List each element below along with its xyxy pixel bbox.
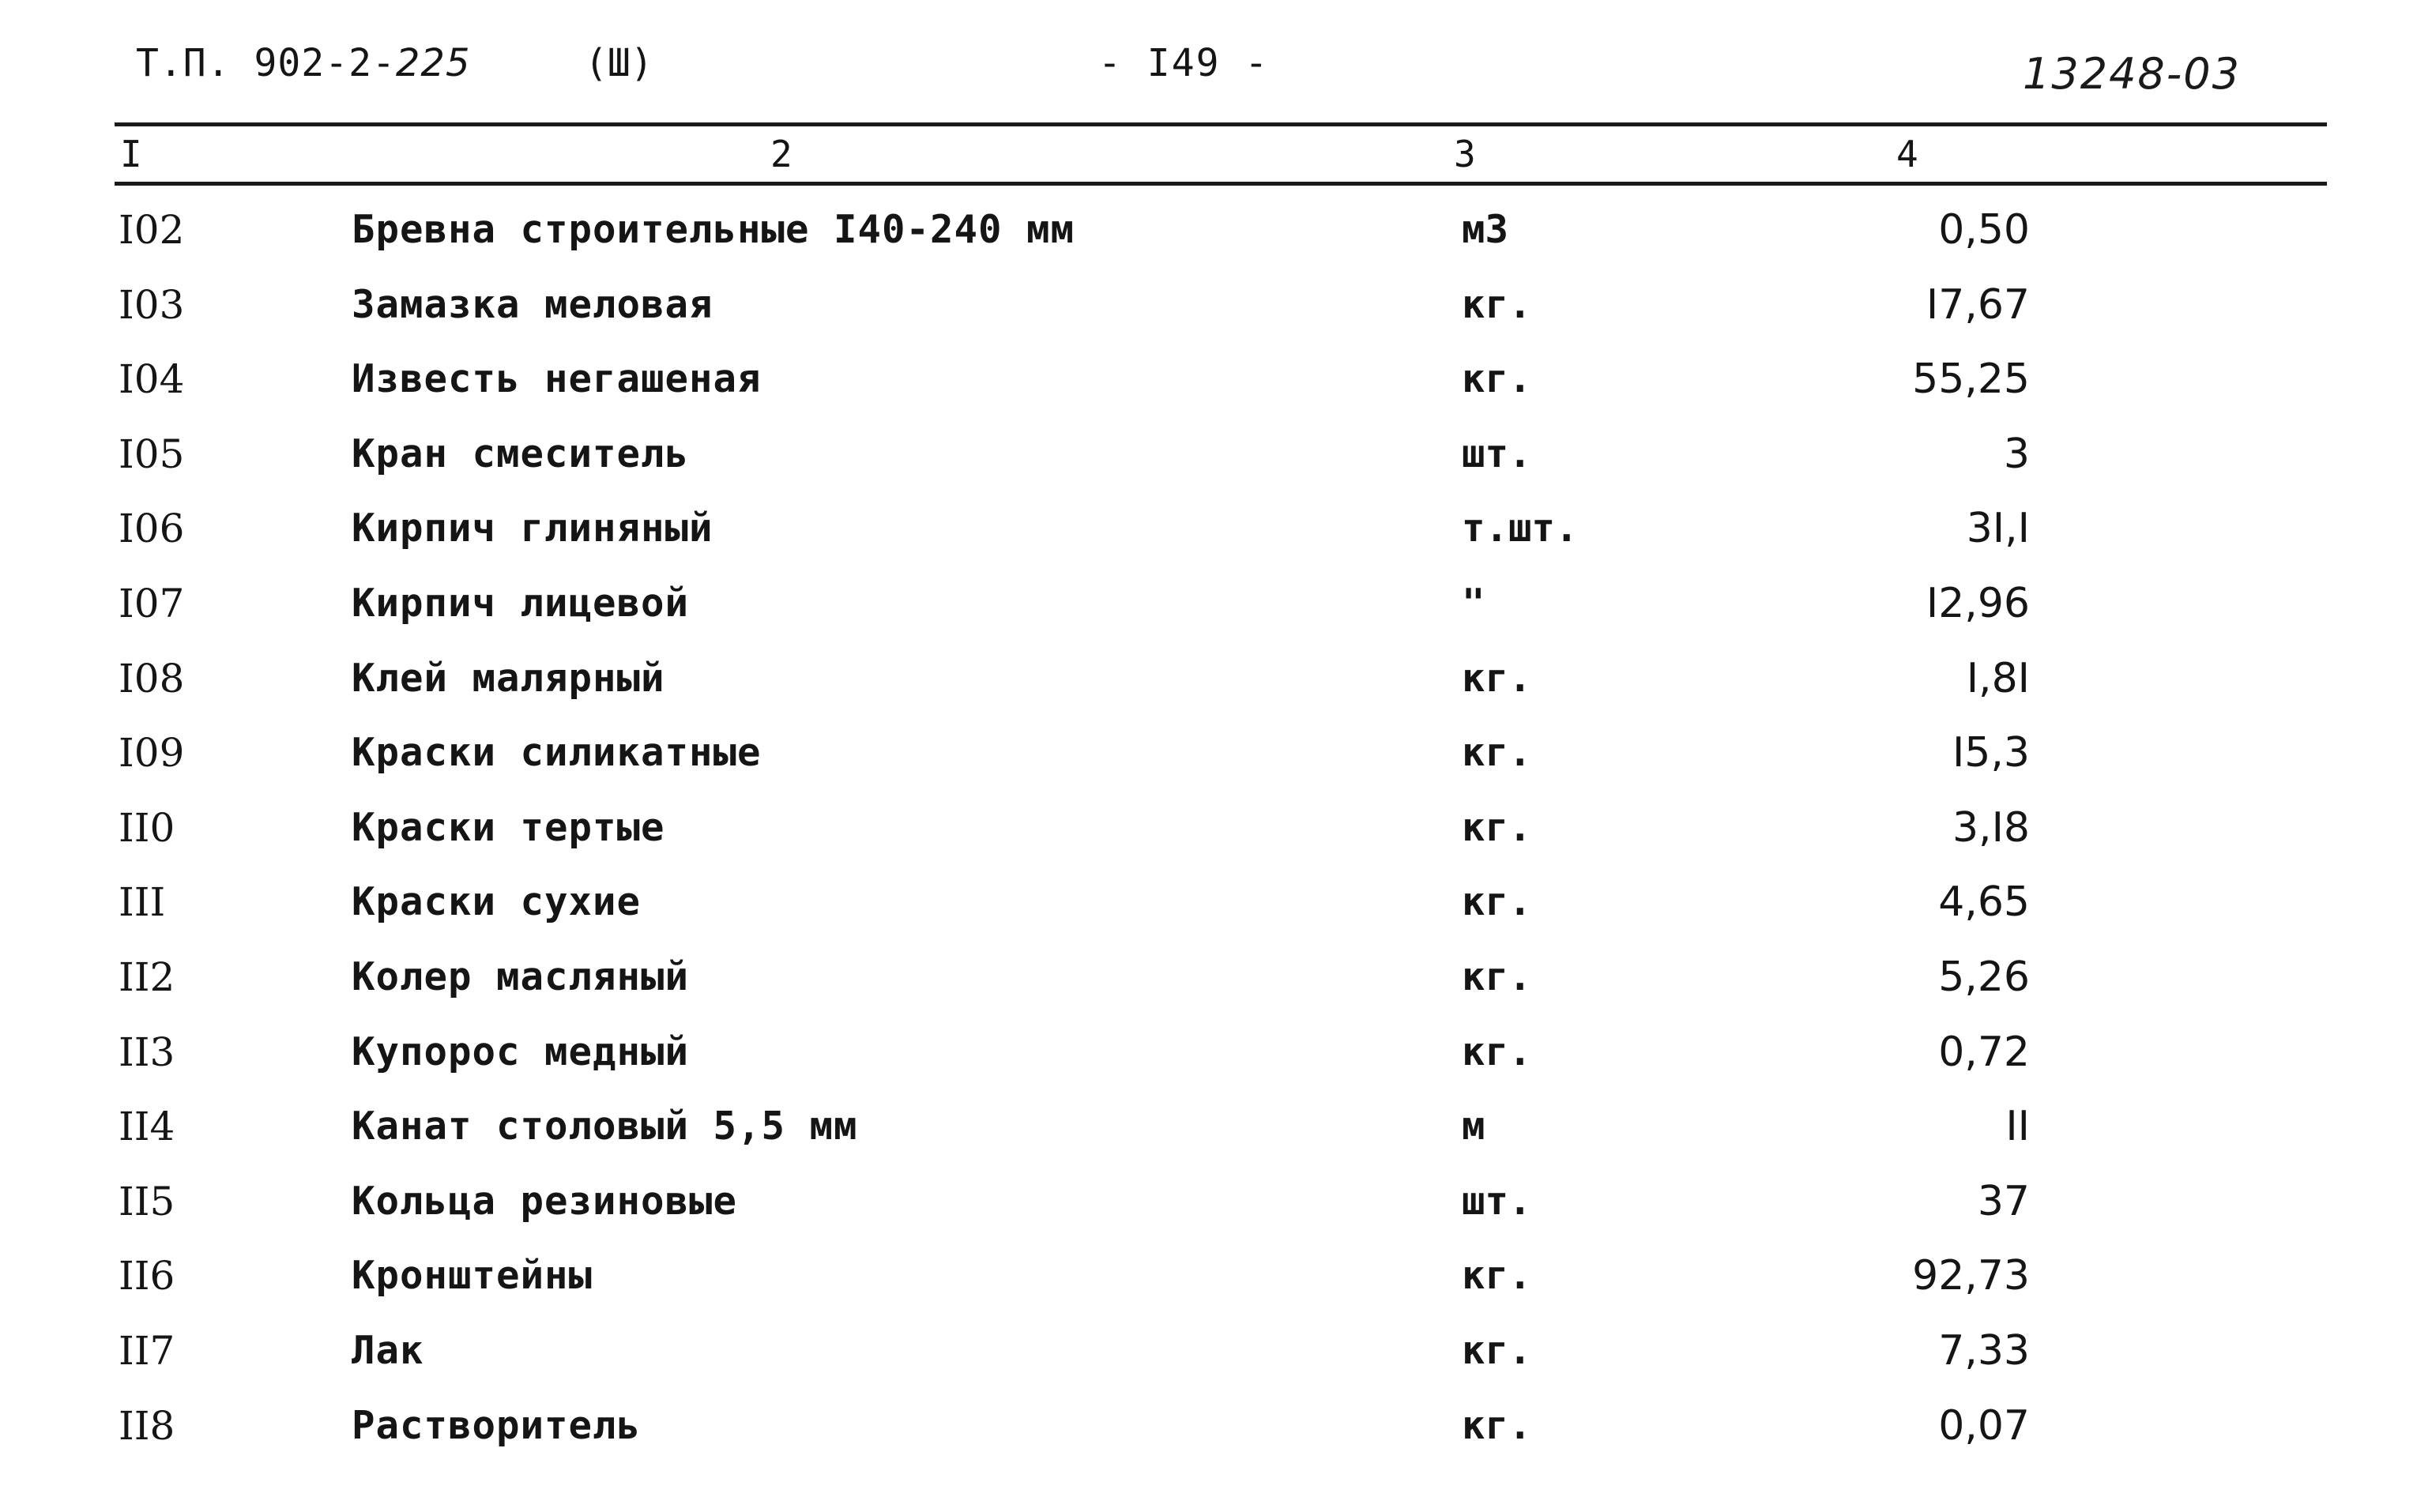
material-name: Известь негашеная [352, 356, 762, 402]
unit-of-measure: шт. [1462, 431, 1532, 476]
unit-of-measure: кг. [1462, 804, 1532, 850]
row-number: II2 [119, 953, 175, 1000]
unit-of-measure: кг. [1462, 730, 1532, 776]
material-name: Замазка меловая [352, 281, 713, 327]
materials-table [0, 202, 2417, 1473]
quantity: 0,07 [1938, 1401, 2030, 1450]
table-row [0, 277, 2417, 352]
table-header-rule [115, 182, 2327, 186]
row-number: II6 [119, 1253, 175, 1299]
column-header-2: 2 [770, 133, 792, 175]
table-row [0, 1248, 2417, 1323]
unit-of-measure: кг. [1462, 1327, 1532, 1373]
unit-of-measure: кг. [1462, 1253, 1532, 1299]
material-name: Растворитель [352, 1402, 642, 1448]
unit-of-measure: м [1462, 1104, 1485, 1149]
material-name: Лак [352, 1327, 424, 1373]
quantity: 37 [1977, 1177, 2030, 1225]
quantity: II [2005, 1103, 2030, 1151]
table-row [0, 1025, 2417, 1100]
quantity: 0,50 [1938, 206, 2030, 254]
table-row [0, 950, 2417, 1025]
quantity: 4,65 [1938, 878, 2030, 927]
table-row [0, 800, 2417, 875]
series-label: (Ш) [585, 41, 653, 85]
page-number: - I49 - [1098, 41, 1270, 85]
row-number: II4 [119, 1104, 175, 1150]
row-number: I08 [119, 655, 185, 701]
quantity: 3,I8 [1952, 803, 2030, 852]
table-row [0, 576, 2417, 651]
unit-of-measure: кг. [1462, 655, 1532, 701]
material-name: Купорос медный [352, 1029, 690, 1074]
row-number: I07 [119, 580, 185, 626]
material-name: Канат столовый 5,5 мм [352, 1104, 858, 1149]
row-number: I04 [119, 356, 185, 403]
row-number: II0 [119, 804, 175, 851]
unit-of-measure: кг. [1462, 879, 1532, 925]
table-row [0, 874, 2417, 950]
material-name: Кирпич лицевой [352, 580, 690, 626]
table-row [0, 501, 2417, 576]
row-number: I06 [119, 506, 185, 552]
row-number: II5 [119, 1178, 175, 1224]
material-name: Клей малярный [352, 655, 665, 701]
table-row [0, 202, 2417, 277]
table-row [0, 1174, 2417, 1249]
project-code [136, 41, 471, 85]
table-row [0, 427, 2417, 502]
unit-of-measure: т.шт. [1462, 506, 1579, 551]
table-row [0, 1099, 2417, 1174]
material-name: Краски сухие [352, 879, 642, 925]
quantity: I,8I [1966, 654, 2030, 702]
quantity: 0,72 [1938, 1028, 2030, 1076]
material-name: Кольца резиновые [352, 1178, 738, 1224]
unit-of-measure: " [1462, 580, 1485, 626]
column-header-4: 4 [1896, 133, 1918, 175]
quantity: 3 [2003, 430, 2030, 478]
row-number: II8 [119, 1402, 175, 1449]
table-row [0, 1323, 2417, 1398]
material-name: Краски силикатные [352, 730, 762, 776]
quantity: 3I,I [1966, 505, 2030, 553]
row-number: I09 [119, 730, 185, 777]
material-name: Бревна строительные I40-240 мм [352, 207, 1075, 252]
row-number: III [119, 879, 166, 926]
quantity: 5,26 [1938, 953, 2030, 1001]
row-number: I05 [119, 431, 185, 477]
quantity: 7,33 [1938, 1326, 2030, 1375]
unit-of-measure: кг. [1462, 953, 1532, 999]
unit-of-measure: шт. [1462, 1178, 1532, 1224]
quantity: I5,3 [1952, 729, 2030, 777]
unit-of-measure: кг. [1462, 356, 1532, 402]
table-row [0, 725, 2417, 800]
material-name: Краски тертые [352, 804, 665, 850]
project-code-number: 225 [395, 41, 471, 85]
table-row [0, 651, 2417, 726]
material-name: Колер масляный [352, 953, 690, 999]
quantity: 92,73 [1912, 1252, 2030, 1300]
quantity: 55,25 [1912, 355, 2030, 404]
row-number: I03 [119, 281, 185, 328]
table-row [0, 352, 2417, 427]
document-number: 13248-03 [2023, 49, 2241, 99]
row-number: II3 [119, 1029, 175, 1075]
unit-of-measure: м3 [1462, 207, 1509, 252]
unit-of-measure: кг. [1462, 1402, 1532, 1448]
project-code-prefix: Т.П. 902-2- [136, 41, 396, 85]
row-number: I02 [119, 207, 185, 253]
material-name: Кирпич глиняный [352, 506, 713, 551]
material-name: Кран смеситель [352, 431, 690, 476]
unit-of-measure: кг. [1462, 281, 1532, 327]
quantity: I2,96 [1926, 579, 2030, 627]
column-header-1: I [120, 133, 142, 175]
quantity: I7,67 [1926, 280, 2030, 329]
unit-of-measure: кг. [1462, 1029, 1532, 1074]
column-header-3: 3 [1454, 133, 1476, 175]
material-name: Кронштейны [352, 1253, 593, 1299]
row-number: II7 [119, 1327, 175, 1374]
table-row [0, 1398, 2417, 1473]
table-top-rule [115, 122, 2327, 126]
